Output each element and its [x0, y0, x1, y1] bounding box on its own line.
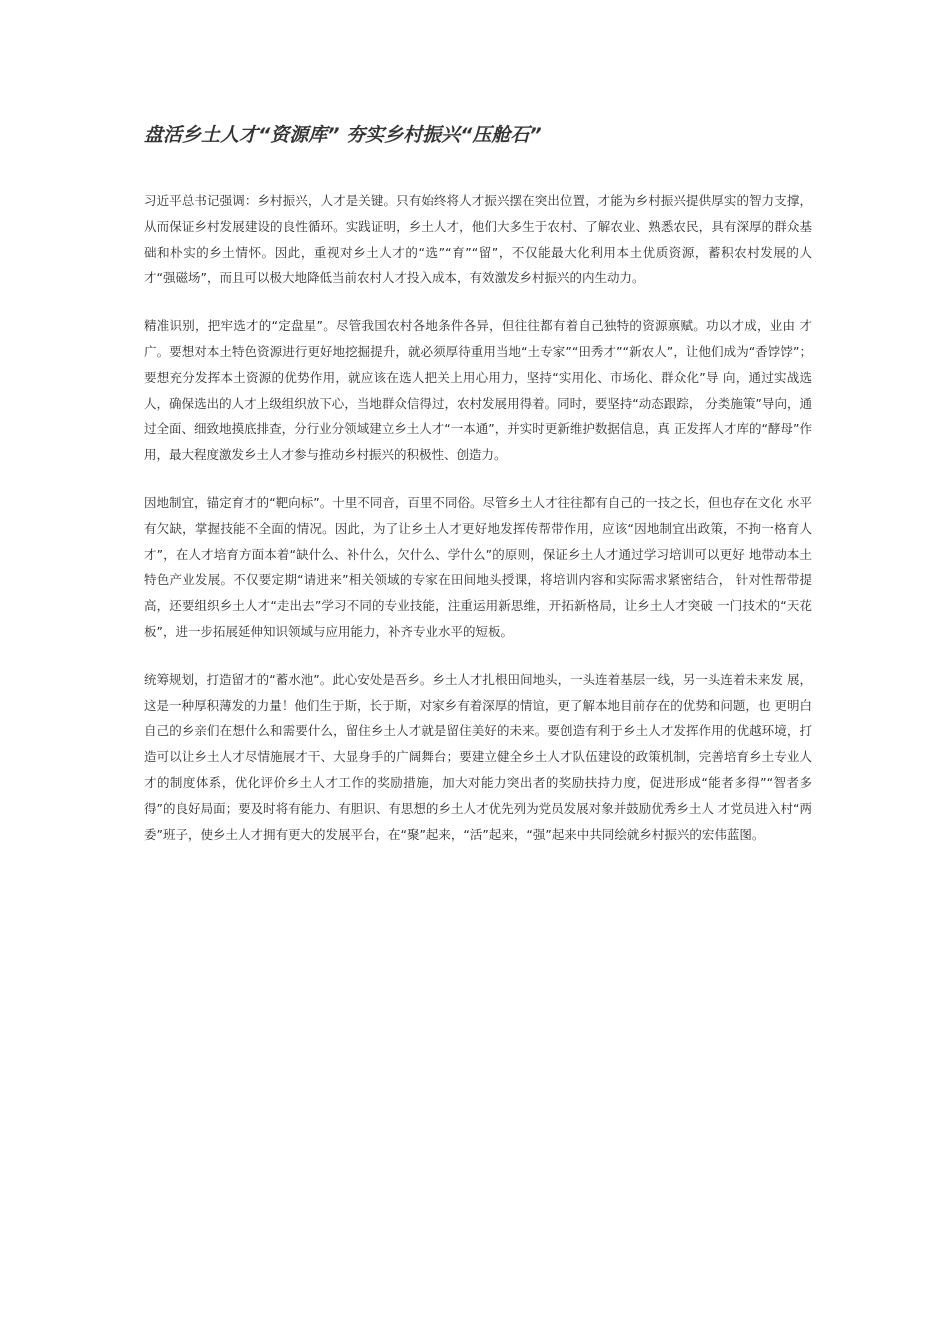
- article-paragraph-4: 统筹规划，打造留才的“蓄水池”。此心安处是吾乡。乡土人才扎根田间地头，一头连着基层一线，另一头连着未来发 展，这是一种厚积薄发的力量！他们生于斯，长于斯，对家乡有着深厚的情谊，更了解本地目前存在的优势和问题，也 更明白自己的乡亲们在想什么和需要什么，留住乡土人才就是留住美好的未来。要创造有利于乡土人才发挥作用的优越环境，打造可以让乡土人才尽情施展才干、大显身手的广阔舞台；要建立健全乡土人才队伍建设的政策机制，完善培育乡土专业人才的制度体系，优化评价乡土人才工作的奖励措施，加大对能力突出者的奖励扶持力度，促进形成“能者多得”“智者多得”的良好局面；要及时将有能力、有胆识、有思想的乡土人才优先列为党员发展对象并鼓励优秀乡土人 才党员进入村“两委”班子，使乡土人才拥有更大的发展平台，在“聚”起来，“活”起来，“强”起来中共同绘就乡村振兴的宏伟蓝图。: [144, 671, 812, 842]
- article-paragraph-1: 习近平总书记强调：乡村振兴，人才是关键。只有始终将人才振兴摆在突出位置，才能为乡村振兴提供厚实的智力支撑， 从而保证乡村发展建设的良性循环。实践证明，乡土人才，他们大多生于农村、了解农业、熟悉农民，具有深厚的群众基础和朴实的乡土情怀。因此，重视对乡土人才的“选”“育”“留”，不仅能最大化利用本土优质资源，蓄积农村发展的人才“强磁场”，而且可以极大地降低当前农村人才投入成本，有效激发乡村振兴的内生动力。: [144, 193, 812, 286]
- article-paragraph-2: 精准识别，把牢选才的“定盘星”。尽管我国农村各地条件各异，但往往都有着自己独特的资源禀赋。功以才成，业由 才广。要想对本土特色资源进行更好地挖掘提升，就必须厚待重用当地“土专家”“田秀才”“新农人”，让他们成为“香饽饽”；要想充分发挥本土资源的优势作用，就应该在选人把关上用心用力，坚持“实用化、市场化、群众化”导 向，通过实战选人，确保选出的人才上级组织放下心，当地群众信得过，农村发展用得着。同时，要坚持“动态跟踪， 分类施策”导向，通过全面、细致地摸底排查，分行业分领域建立乡土人才“一本通”，并实时更新维护数据信息，真 正发挥人才库的“酵母”作用，最大程度激发乡土人才参与推动乡村振兴的积极性、创造力。: [144, 318, 812, 463]
- document-page: [144, 122, 812, 869]
- article-paragraph-3: 因地制宜，锚定育才的“靶向标”。十里不同音，百里不同俗。尽管乡土人才往往都有自己的一技之长，但也存在文化 水平有欠缺，掌握技能不全面的情况。因此，为了让乡土人才更好地发挥传帮带作用，应该“因地制宜出政策，不拘一格育人才”，在人才培育方面本着“缺什么、补什么，欠什么、学什么”的原则，保证乡土人才通过学习培训可以更好 地带动本土特色产业发展。不仅要定期“请进来”相关领域的专家在田间地头授课，将培训内容和实际需求紧密结合， 针对性帮带提高，还要组织乡土人才“走出去”学习不同的专业技能，注重运用新思维，开拓新格局，让乡土人才突破 一门技术的“天花板”，进一步拓展延伸知识领域与应用能力，补齐专业水平的短板。: [144, 494, 812, 639]
- article-title: 盘活乡土人才“资源库” 夯实乡村振兴“压舱石”: [144, 124, 542, 146]
